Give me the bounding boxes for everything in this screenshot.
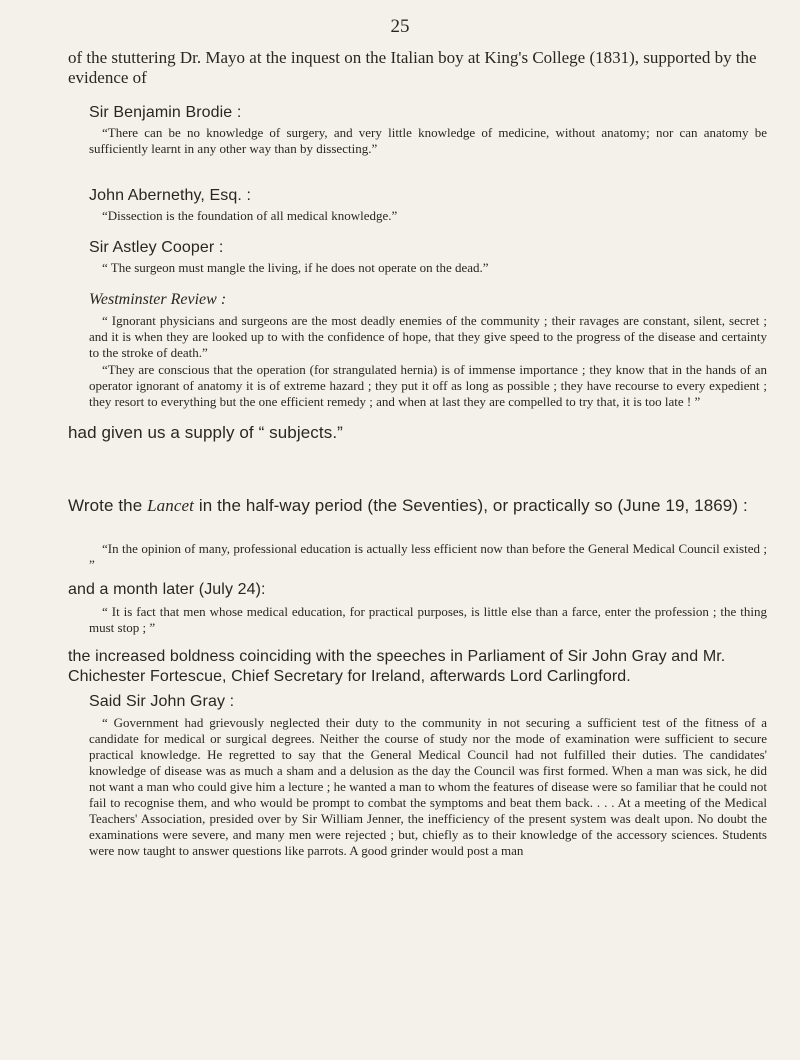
page-number: 25	[390, 16, 410, 37]
lancet-intro	[68, 496, 758, 516]
speaker-brodie: Sir Benjamin Brodie :	[89, 104, 242, 121]
month-later-line: and a month later (July 24):	[68, 581, 266, 598]
subjects-line: had given us a supply of “ subjects.”	[68, 423, 343, 442]
speaker-westminster-review: Westminster Review :	[89, 291, 227, 308]
quote-abernethy: “Dissection is the foundation of all medical knowledge.”	[102, 208, 398, 223]
boldness-paragraph: the increased boldness coinciding with the speeches in Parliament of Sir John Gray and Mr. Chichester Fortescue, Chief Secretary for Ireland, afterwards Lord Carlingford.	[68, 648, 726, 685]
speaker-gray: Said Sir John Gray :	[89, 693, 235, 710]
lancet-intro-pre: Wrote the	[68, 496, 148, 515]
quote-westminster-1: “ Ignorant physicians and surgeons are the most deadly enemies of the community ; their ravages are constant, silent, secret ; and it is when they are looked up to with the confidence of hope, that they give speed to the progress of the disease and certainty to the stroke of death.”	[89, 313, 767, 360]
quote-gray: “ Government had grievously neglected their duty to the community in not securing a sufficient test of the fitness of a candidate for medical or surgical degrees. Neither the course of study nor the mode of examination were sufficient to secure practical knowledge. He regretted to say that the General Medical Council had not fulfilled their duties. The candidates' knowledge of disease was as much a sham and a delusion as the day the Council was first formed. When a man was sick, he did not want a man who could give him a lecture ; he wanted a man to whom the features of disease were so familiar that he could not fail to recognise them, and who would be prompt to combat the symptoms and beat them back. . . . At a meeting of the Medical Teachers' Association, presided over by Sir William Jenner, the inefficiency of the present system was dealt upon. No doubt the examinations were severe, and many men were rejected ; but, chiefly as to their knowledge of the accessory sciences. Students were now taught to answer questions like parrots. A good grinder would post a man	[89, 715, 767, 858]
quote-lancet: “In the opinion of many, professional education is actually less efficient now than before the General Medical Council existed ; ”	[89, 541, 767, 572]
lancet-title: Lancet	[147, 496, 194, 515]
intro-paragraph: of the stuttering Dr. Mayo at the inquest on the Italian boy at King's College (1831), supported by the evidence of	[68, 48, 757, 87]
speaker-cooper: Sir Astley Cooper :	[89, 239, 224, 256]
quote-westminster-2: “They are conscious that the operation (for strangulated hernia) is of immense importance ; they know that in the hands of an operator ignorant of anatomy it is of extreme hazard ; they put it off as long as possible ; they have recourse to every expedient ; they resort to everything but the one efficient remedy ; and when at last they are compelled to try that, it is too late ! ”	[89, 362, 767, 409]
quote-brodie: “There can be no knowledge of surgery, and very little knowledge of medicine, without anatomy; nor can anatomy be sufficiently learnt in any other way than by dissecting.”	[89, 125, 767, 156]
lancet-intro-post: in the half-way period (the Seventies), or practically so (June 19, 1869) :	[194, 496, 748, 515]
quote-month-later: “ It is fact that men whose medical education, for practical purposes, is little else than a farce, enter the profession ; the thing must stop ; ”	[89, 604, 767, 635]
speaker-abernethy: John Abernethy, Esq. :	[89, 187, 252, 204]
quote-cooper: “ The surgeon must mangle the living, if he does not operate on the dead.”	[102, 260, 489, 275]
